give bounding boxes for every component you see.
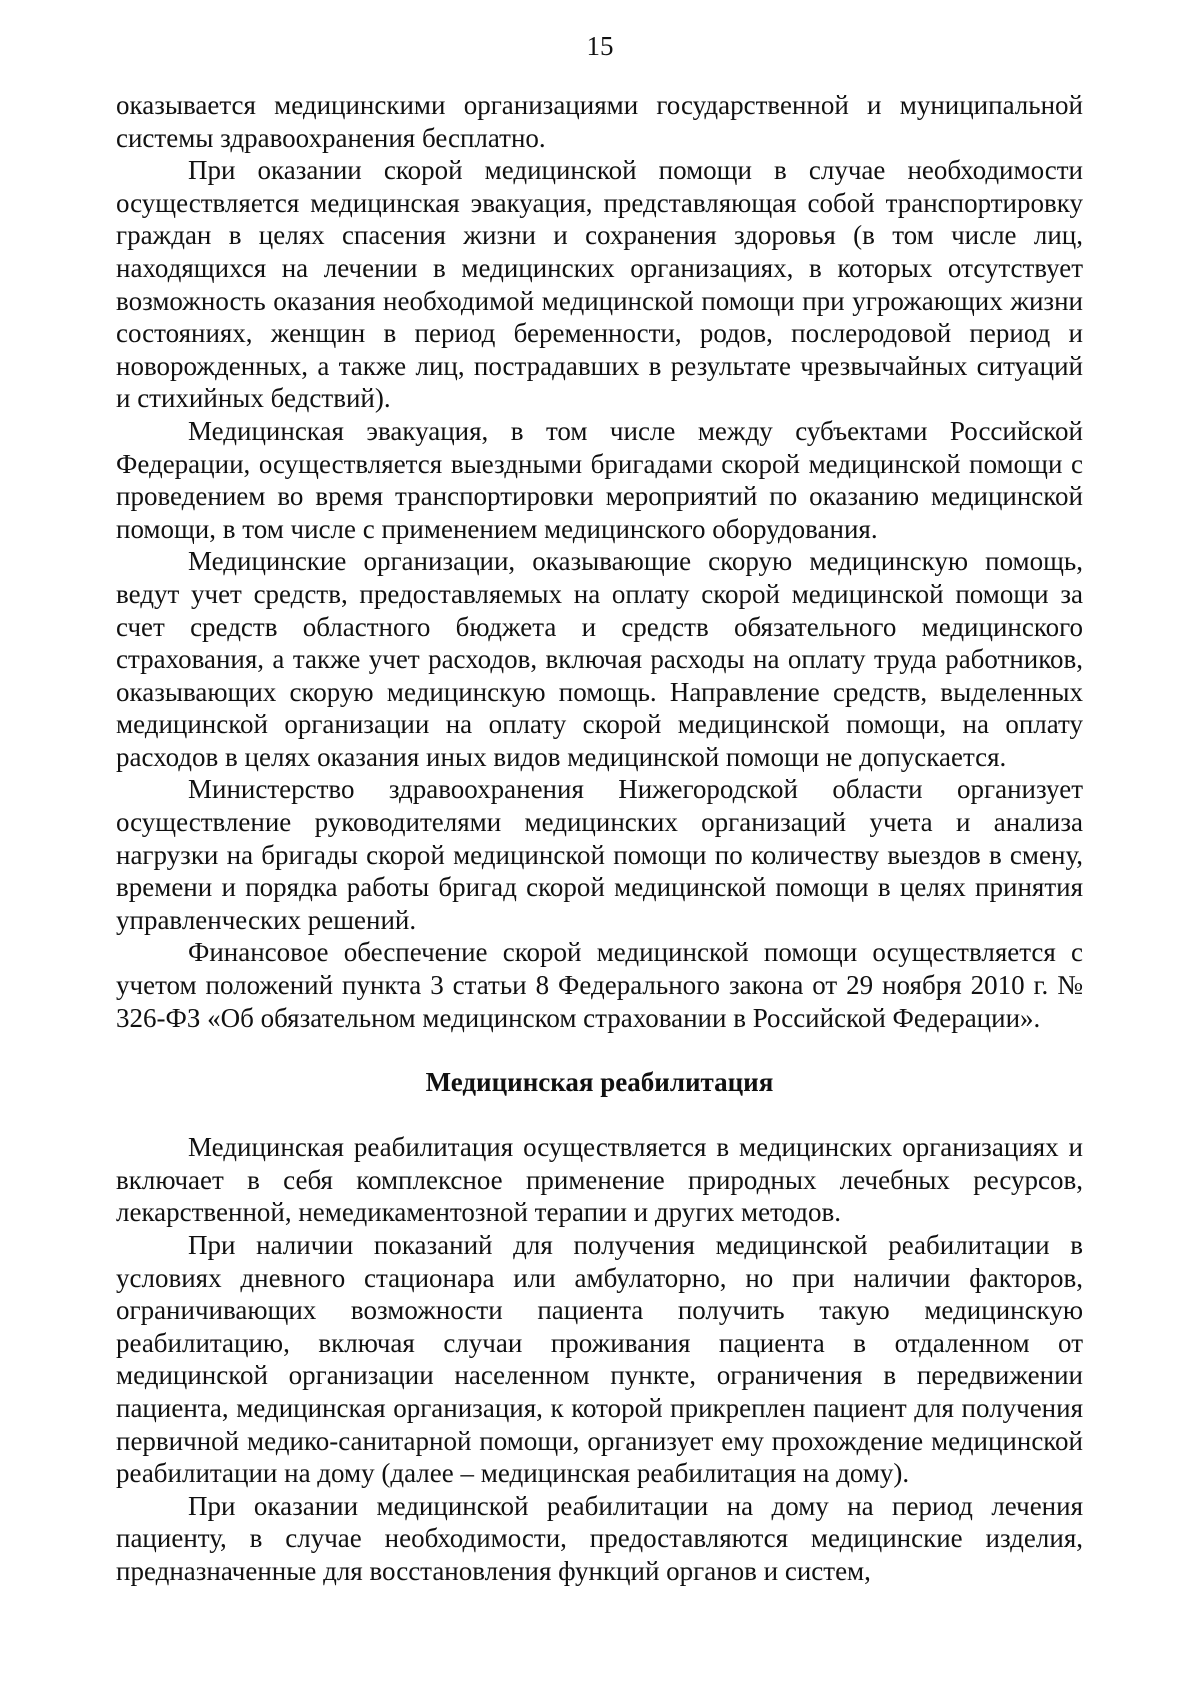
section-heading: Медицинская реабилитация xyxy=(425,1067,774,1098)
page-number: 15 xyxy=(586,31,614,61)
paragraph-ministry: Министерство здравоохранения Нижегородской области организует осуществление руководителями медицинских организаций учета и анализа нагрузки на бригады скорой медицинской помощи по количеству выездов в смену, времени и порядка работы бригад скорой медицинской помощи в целях принятия управленческих решений. xyxy=(116,774,1083,935)
paragraph-continuation: оказывается медицинскими организациями государственной и муниципальной системы здравоохранения бесплатно. xyxy=(116,90,1083,153)
paragraph-home-rehabilitation: При наличии показаний для получения медицинской реабилитации в условиях дневного стационара или амбулаторно, но при наличии факторов, ограничивающих возможности пациента получить такую медицинскую реабилитацию, включая случаи проживания пациента в отдаленном от медицинской организации населенном пункте, ограничения в передвижении пациента, медицинская организация, к которой прикреплен пациент для получения первичной медико-санитарной помощи, организует ему прохождение медицинской реабилитации на дому (далее – медицинская реабилитация на дому). xyxy=(116,1230,1083,1489)
paragraph-accounting: Медицинские организации, оказывающие скорую медицинскую помощь, ведут учет средств, предоставляемых на оплату скорой медицинской помощи за счет средств областного бюджета и средств обязательного медицинского страхования, а также учет расходов, включая расходы на оплату труда работников, оказывающих скорую медицинскую помощь. Направление средств, выделенных медицинской организации на оплату скорой медицинской помощи, на оплату расходов в целях оказания иных видов медицинской помощи не допускается. xyxy=(116,546,1083,772)
paragraph-evacuation-brigades: Медицинская эвакуация, в том числе между субъектами Российской Федерации, осуществляется выездными бригадами скорой медицинской помощи с проведением во время транспортировки мероприятий по оказанию медицинской помощи, в том числе с применением медицинского оборудования. xyxy=(116,415,1083,544)
document-body xyxy=(116,89,1083,1588)
spacer xyxy=(116,1098,1083,1131)
paragraph-rehabilitation-intro: Медицинская реабилитация осуществляется в медицинских организациях и включает в себя комплексное применение природных лечебных ресурсов, лекарственной, немедикаментозной терапии и других методов. xyxy=(116,1132,1083,1228)
spacer xyxy=(116,1034,1083,1066)
paragraph-medical-devices: При оказании медицинской реабилитации на дому на период лечения пациенту, в случае необходимости, предоставляются медицинские изделия, предназначенные для восстановления функций органов и систем, xyxy=(116,1490,1083,1586)
paragraph-financing: Финансовое обеспечение скорой медицинской помощи осуществляется с учетом положений пункта 3 статьи 8 Федерального закона от 29 ноября 2010 г. № 326-ФЗ «Об обязательном медицинском страховании в Российской Федерации». xyxy=(116,937,1083,1033)
paragraph-medical-evacuation: При оказании скорой медицинской помощи в случае необходимости осуществляется медицинская эвакуация, представляющая собой транспортировку граждан в целях спасения жизни и сохранения здоровья (в том числе лиц, находящихся на лечении в медицинских организациях, в которых отсутствует возможность оказания необходимой медицинской помощи при угрожающих жизни состояниях, женщин в период беременности, родов, послеродовой период и новорожденных, а также лиц, пострадавших в результате чрезвычайных ситуаций и стихийных бедствий). xyxy=(116,155,1083,414)
